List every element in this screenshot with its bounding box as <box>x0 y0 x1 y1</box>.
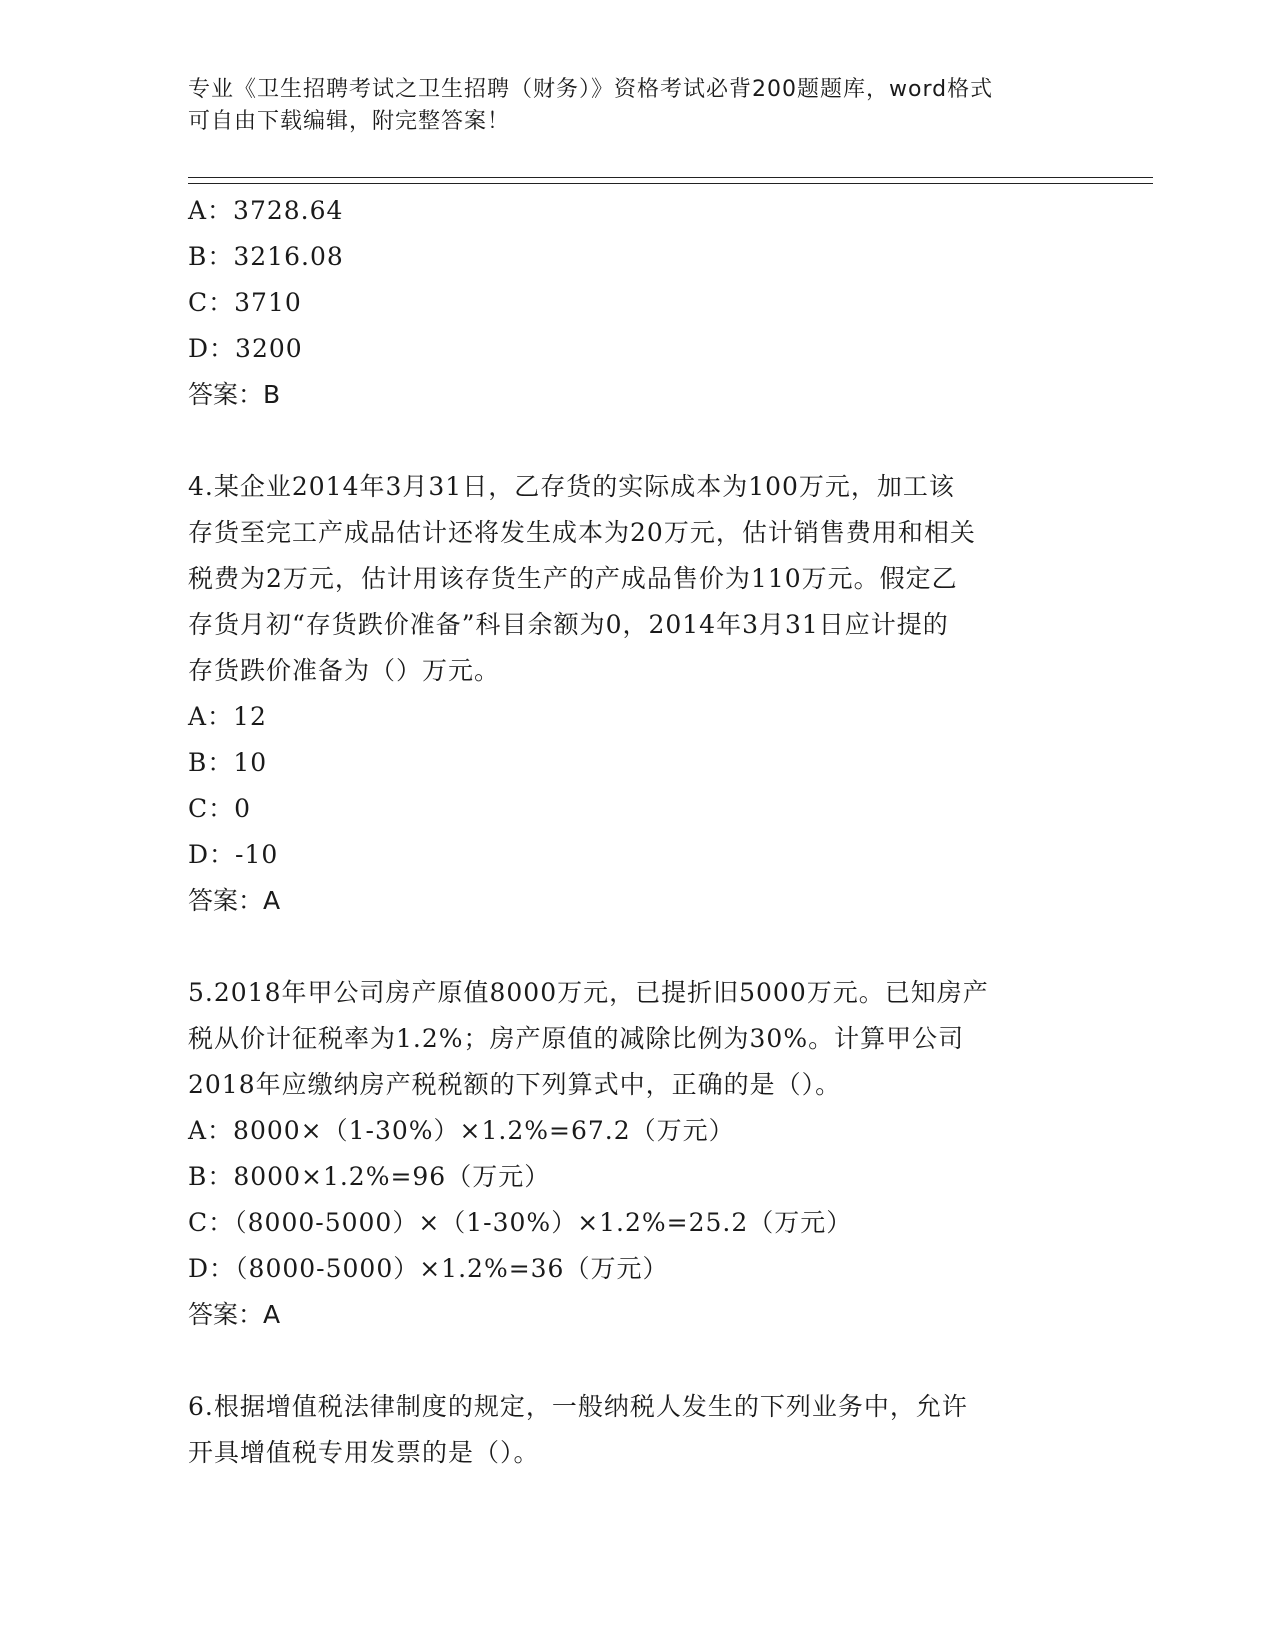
question-stem-line: 税费为2万元，估计用该存货生产的产成品售价为110万元。假定乙 <box>188 564 958 593</box>
option-a: A：3728.64 <box>188 196 344 225</box>
question-6 <box>188 1384 1088 1476</box>
document-header <box>188 74 1088 138</box>
header-line-1: 专业《卫生招聘考试之卫生招聘（财务）》资格考试必背200题题库，word格式 <box>188 77 994 102</box>
option-c: C：0 <box>188 794 252 823</box>
question-stem-line: 存货至完工产成品估计还将发生成本为20万元，估计销售费用和相关 <box>188 518 976 547</box>
question-3 <box>188 188 1088 418</box>
option-b: B：10 <box>188 748 268 777</box>
option-a: A：12 <box>188 702 267 731</box>
question-5 <box>188 970 1088 1338</box>
answer-line: 答案：A <box>188 886 281 915</box>
question-content <box>188 188 1088 1476</box>
question-stem-line: 5.2018年甲公司房产原值8000万元，已提折旧5000万元。已知房产 <box>188 978 989 1007</box>
option-c: C：（8000-5000）×（1-30%）×1.2%=25.2（万元） <box>188 1208 853 1237</box>
header-divider-bottom <box>188 183 1153 184</box>
header-divider-top <box>188 177 1153 178</box>
answer-line: 答案：B <box>188 380 281 409</box>
answer-line: 答案：A <box>188 1300 281 1329</box>
option-d: D：3200 <box>188 334 303 363</box>
question-stem-line: 4.某企业2014年3月31日，乙存货的实际成本为100万元，加工该 <box>188 472 955 501</box>
option-b: B：8000×1.2%=96（万元） <box>188 1162 551 1191</box>
question-stem-line: 开具增值税专用发票的是（）。 <box>188 1438 540 1467</box>
question-stem-line: 6.根据增值税法律制度的规定，一般纳税人发生的下列业务中，允许 <box>188 1392 968 1421</box>
option-d: D：（8000-5000）×1.2%=36（万元） <box>188 1254 669 1283</box>
option-d: D：-10 <box>188 840 279 869</box>
question-4 <box>188 464 1088 924</box>
question-stem-line: 存货月初“存货跌价准备”科目余额为0，2014年3月31日应计提的 <box>188 610 949 639</box>
question-stem-line: 2018年应缴纳房产税税额的下列算式中，正确的是（）。 <box>188 1070 842 1099</box>
question-stem-line: 存货跌价准备为（）万元。 <box>188 656 501 685</box>
header-line-2: 可自由下载编辑，附完整答案！ <box>188 109 511 134</box>
question-stem-line: 税从价计征税率为1.2%；房产原值的减除比例为30%。计算甲公司 <box>188 1024 965 1053</box>
option-a: A：8000×（1-30%）×1.2%=67.2（万元） <box>188 1116 735 1145</box>
option-c: C：3710 <box>188 288 302 317</box>
option-b: B：3216.08 <box>188 242 344 271</box>
